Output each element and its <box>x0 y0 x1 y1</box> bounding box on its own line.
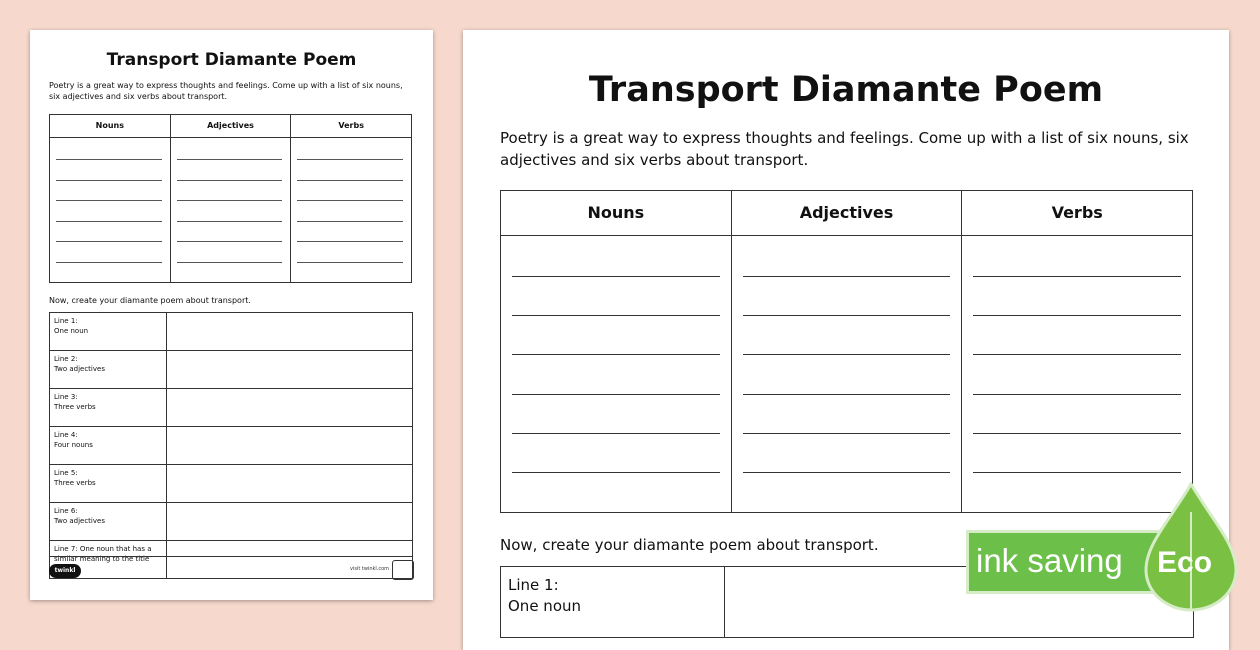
thumbnail-poem-line-answer-cell <box>167 503 413 541</box>
writing-line[interactable] <box>512 354 720 355</box>
thumbnail-poem-table <box>49 312 413 579</box>
thumbnail-poem-line-hint: Four nouns <box>54 441 93 449</box>
writing-line[interactable] <box>512 276 720 277</box>
writing-line[interactable] <box>973 433 1181 434</box>
poem-line-hint: One noun <box>508 597 582 615</box>
column-nouns <box>501 191 732 512</box>
thumbnail-writing-line[interactable] <box>177 262 283 263</box>
writing-line[interactable] <box>512 315 720 316</box>
eco-ink-saving-badge <box>964 482 1254 622</box>
thumbnail-writing-line[interactable] <box>177 200 283 201</box>
thumbnail-poem-line-answer-cell <box>167 427 413 465</box>
thumbnail-writing-line[interactable] <box>56 221 162 222</box>
writing-line[interactable] <box>743 433 951 434</box>
thumbnail-poem-line-row <box>50 503 413 541</box>
writing-line[interactable] <box>512 472 720 473</box>
column-header-adjectives: Adjectives <box>732 191 962 236</box>
thumbnail-poem-line-label: Line 1: <box>54 317 78 325</box>
writing-line[interactable] <box>973 472 1181 473</box>
writing-line[interactable] <box>973 276 1181 277</box>
visit-link-text: visit twinkl.com <box>350 566 390 572</box>
thumbnail-poem-line-label-cell <box>50 465 167 503</box>
thumbnail-writing-line[interactable] <box>297 241 403 242</box>
eco-word: Eco <box>1157 546 1213 579</box>
worksheet-title: Transport Diamante Poem <box>588 70 1104 110</box>
writing-line[interactable] <box>743 354 951 355</box>
column-verbs <box>962 191 1192 512</box>
thumbnail-writing-line[interactable] <box>297 221 403 222</box>
thumbnail-poem-line-row <box>50 351 413 389</box>
thumbnail-poem-line-label: Line 6: <box>54 507 78 515</box>
thumbnail-poem-line-hint: Two adjectives <box>54 365 105 373</box>
eco-band-text: ink saving <box>976 542 1123 579</box>
column-adjectives <box>732 191 963 512</box>
thumbnail-column-adjectives <box>171 115 292 282</box>
thumbnail-poem-line-label-cell <box>50 503 167 541</box>
thumbnail-writing-line[interactable] <box>56 180 162 181</box>
thumbnail-poem-line-answer-cell <box>167 541 413 579</box>
thumbnail-poem-line-hint: Three verbs <box>54 403 96 411</box>
thumbnail-writing-line[interactable] <box>177 241 283 242</box>
thumbnail-column-header: Adjectives <box>171 115 291 138</box>
thumbnail-poem-line-row <box>50 389 413 427</box>
thumbnail-poem-line-label: Line 3: <box>54 393 78 401</box>
writing-line[interactable] <box>512 394 720 395</box>
thumbnail-writing-line[interactable] <box>297 200 403 201</box>
column-header-verbs: Verbs <box>962 191 1192 236</box>
thumbnail-column-verbs <box>291 115 411 282</box>
thumbnail-writing-line[interactable] <box>56 241 162 242</box>
word-list-table <box>500 190 1193 513</box>
thumbnail-poem-line-label: Line 4: <box>54 431 78 439</box>
thumbnail-column-header: Verbs <box>291 115 411 138</box>
thumbnail-writing-line[interactable] <box>297 262 403 263</box>
thumbnail-column-header: Nouns <box>50 115 170 138</box>
thumbnail-poem-line-hint: Three verbs <box>54 479 96 487</box>
thumbnail-writing-line[interactable] <box>56 262 162 263</box>
thumbnail-intro: Poetry is a great way to express thoughts and feelings. Come up with a list of six nouns, six adjectives and six verbs about transport. <box>49 81 403 101</box>
worksheet-thumbnail <box>30 30 433 600</box>
thumbnail-poem-line-hint: One noun that has a similar meaning to the title <box>54 545 152 563</box>
thumbnail-footer-rule <box>49 556 413 557</box>
thumbnail-poem-line-row <box>50 313 413 351</box>
thumbnail-title: Transport Diamante Poem <box>106 50 357 70</box>
writing-line[interactable] <box>743 315 951 316</box>
poem-prompt: Now, create your diamante poem about transport. <box>500 536 879 554</box>
thumbnail-writing-line[interactable] <box>177 221 283 222</box>
thumbnail-poem-line-label-cell <box>50 427 167 465</box>
badge-icon <box>392 560 414 580</box>
thumbnail-column-nouns <box>50 115 171 282</box>
thumbnail-writing-line[interactable] <box>297 159 403 160</box>
thumbnail-poem-line-row <box>50 465 413 503</box>
thumbnail-poem-line-row <box>50 427 413 465</box>
writing-line[interactable] <box>973 354 1181 355</box>
thumbnail-poem-line-label: Line 2: <box>54 355 78 363</box>
thumbnail-word-table <box>49 114 412 283</box>
writing-line[interactable] <box>743 276 951 277</box>
thumbnail-writing-line[interactable] <box>56 159 162 160</box>
writing-line[interactable] <box>743 394 951 395</box>
thumbnail-poem-prompt: Now, create your diamante poem about transport. <box>49 296 251 305</box>
thumbnail-poem-line-label-cell <box>50 389 167 427</box>
thumbnail-poem-line-answer-cell <box>167 465 413 503</box>
writing-line[interactable] <box>973 394 1181 395</box>
writing-line[interactable] <box>973 315 1181 316</box>
thumbnail-poem-line-row <box>50 541 413 579</box>
column-header-nouns: Nouns <box>501 191 731 236</box>
thumbnail-writing-line[interactable] <box>56 200 162 201</box>
writing-line[interactable] <box>743 472 951 473</box>
thumbnail-poem-line-hint: Two adjectives <box>54 517 105 525</box>
poem-line-label-cell <box>501 567 725 638</box>
thumbnail-poem-line-answer-cell <box>167 389 413 427</box>
worksheet-intro: Poetry is a great way to express thoughts and feelings. Come up with a list of six nouns, six adjectives and six verbs about transport. <box>500 129 1189 169</box>
thumbnail-poem-line-hint: One noun <box>54 327 89 335</box>
thumbnail-writing-line[interactable] <box>297 180 403 181</box>
writing-line[interactable] <box>512 433 720 434</box>
thumbnail-poem-line-answer-cell <box>167 351 413 389</box>
twinkl-logo: twinkl <box>49 564 81 578</box>
thumbnail-writing-line[interactable] <box>177 180 283 181</box>
thumbnail-poem-line-label: Line 5: <box>54 469 78 477</box>
thumbnail-poem-line-label: Line 7: <box>54 545 78 553</box>
thumbnail-poem-line-label-cell <box>50 313 167 351</box>
poem-line-label: Line 1: <box>508 576 559 594</box>
thumbnail-poem-line-label-cell <box>50 351 167 389</box>
thumbnail-writing-line[interactable] <box>177 159 283 160</box>
thumbnail-poem-line-answer-cell <box>167 313 413 351</box>
